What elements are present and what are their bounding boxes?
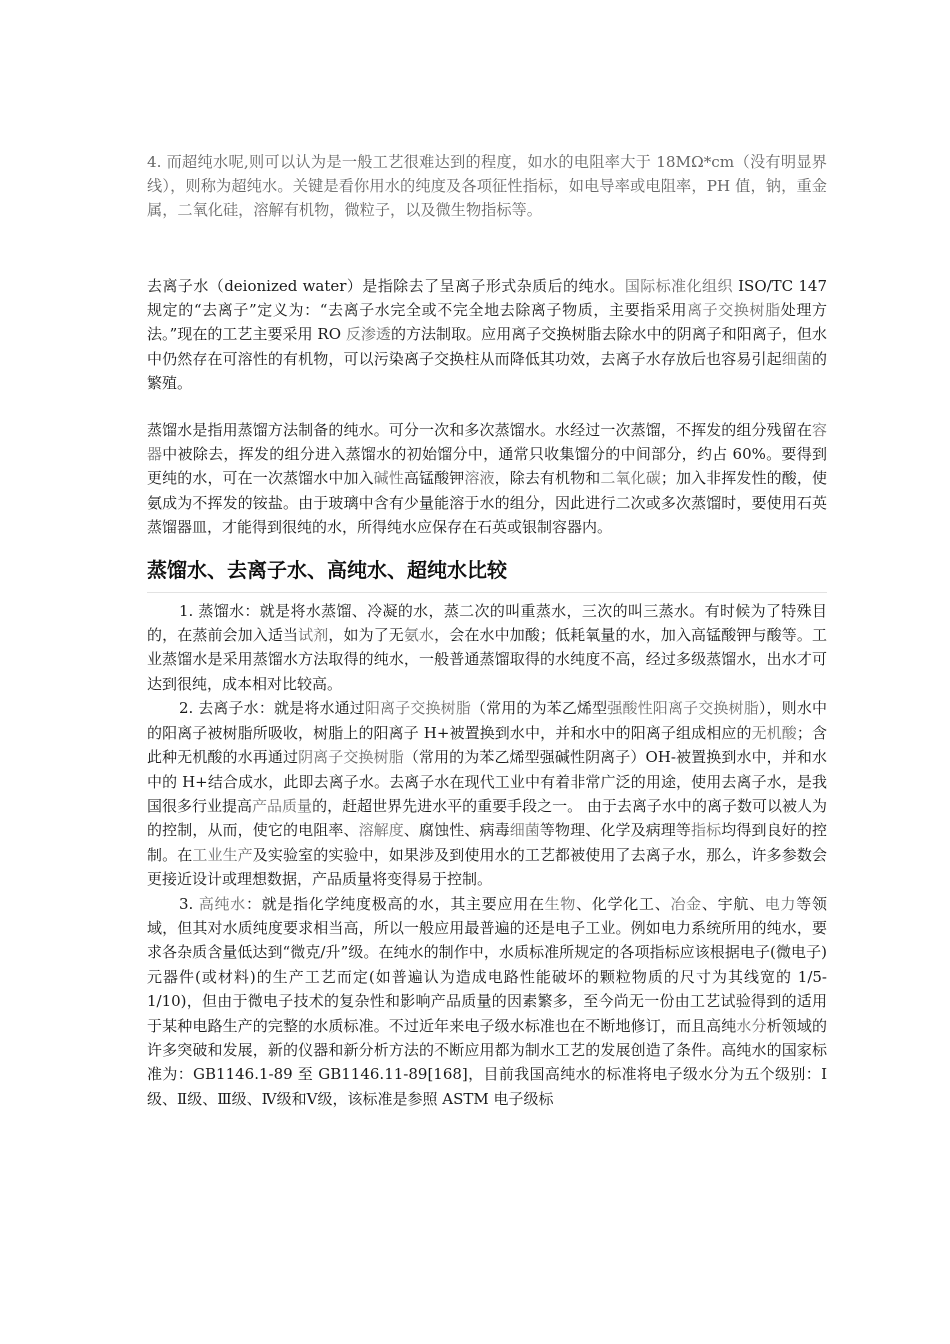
inline-link[interactable]: 细菌 bbox=[781, 349, 812, 368]
inline-link[interactable]: 阴离子交换树脂 bbox=[298, 748, 404, 767]
inline-link[interactable]: 高纯水 bbox=[198, 894, 246, 913]
inline-link[interactable]: 国际标准化组织 bbox=[624, 276, 733, 295]
text-run: 均得到良好的控制。在 bbox=[147, 821, 827, 864]
paragraph-deionized-intro bbox=[147, 274, 827, 396]
document-page bbox=[147, 150, 827, 1111]
inline-link[interactable]: 指标 bbox=[691, 821, 722, 840]
text-run: 4. 而超纯水呢,则可以认为是一般工艺很难达到的程度，如水的电阻率大于 18MΩ*cm（没有明显界线），则称为超纯水。关键是看你用水的纯度及各项征性指标，如电导率或电阻率，PH 值，钠，重金属，二氧化硅，溶解有机物，微粒子，以及微生物指标等。 bbox=[147, 153, 827, 220]
text-run: 的繁殖。 bbox=[147, 349, 827, 393]
text-run: ；含此种无机酸的水再通过 bbox=[147, 723, 827, 767]
inline-link[interactable]: 离子交换树脂 bbox=[687, 301, 781, 320]
inline-link[interactable]: 细菌 bbox=[509, 821, 540, 840]
inline-link[interactable]: 生物 bbox=[544, 894, 577, 913]
inline-link[interactable]: 水分 bbox=[736, 1016, 767, 1035]
text-run: ISO/TC 147 规定的“去离子”定义为：“去离子水完全或不完全地去除离子物质，主要指采用 bbox=[147, 276, 827, 320]
inline-link[interactable]: 容器 bbox=[147, 420, 827, 464]
inline-link[interactable]: 碱性 bbox=[373, 469, 404, 488]
text-run: ），则水中的阳离子被树脂所吸收，树脂上的阳离子 H+被置换到水中，并和水中的阳离子组成相应的 bbox=[147, 699, 827, 742]
inline-link[interactable]: 工业生产 bbox=[192, 845, 253, 864]
inline-link[interactable]: 产品质量 bbox=[252, 796, 313, 815]
inline-link[interactable]: 氨水 bbox=[403, 626, 435, 645]
inline-link[interactable]: 溶液 bbox=[464, 469, 495, 488]
text-run: 、化学化工、 bbox=[576, 894, 671, 913]
text-run: 1. 蒸馏水：就是将水蒸馏、冷凝的水，蒸二次的叫重蒸水，三次的叫三蒸水。有时候为了特殊目的，在蒸前会加入适当 bbox=[147, 601, 827, 645]
text-run: ，会在水中加酸；低耗氧量的水，加入高锰酸钾与酸等。工业蒸馏水是采用蒸馏水方法取得的纯水，一般普通蒸馏取得的水纯度不高，经过多级蒸馏水，出水才可达到很纯，成本相对比较高。 bbox=[147, 626, 827, 693]
text-run: 、腐蚀性、病毒 bbox=[403, 821, 510, 840]
text-run: 处理方法。”现在的工艺主要采用 RO bbox=[147, 301, 827, 344]
list-item-high-purity bbox=[147, 892, 827, 1112]
inline-link[interactable]: 无机酸 bbox=[751, 723, 797, 742]
text-run: 高锰酸钾 bbox=[403, 469, 465, 488]
text-run: 等领域，但其对水质纯度要求相当高，所以一般应用最普遍的还是电子工业。例如电力系统所用的纯水，要求各杂质含量低达到“微克/升”级。在纯水的制作中，水质标准所规定的各项指标应该根据电子(微电子)元器件(或材料)的生产工艺而定(如普遍认为造成电路性能破坏的颗粒物质的尺寸为其线宽的 1/5-1/10)，但由于微电子技术的复杂性和影响产品质量的因素繁多，至今尚无一份由工艺试验得到的适用于某种电路生产的完整的水质标准。不过近年来电子级水标准也在不断地修订，而且高纯 bbox=[147, 894, 827, 1035]
inline-link[interactable]: 二氧化碳 bbox=[600, 469, 661, 488]
text-run: 中被除去，挥发的组分进入蒸馏水的初始馏分中，通常只收集馏分的中间部分，约占 60%。要得到更纯的水，可在一次蒸馏水中加入 bbox=[147, 445, 827, 488]
text-run: 去离子水（deionized water）是指除去了呈离子形式杂质后的纯水。 bbox=[147, 276, 625, 295]
text-run: ，如为了无 bbox=[328, 626, 404, 645]
text-run: ：就是指化学纯度极高的水，其主要应用在 bbox=[245, 894, 545, 913]
text-run: 等物理、化学及病理等 bbox=[539, 821, 692, 840]
text-run: ，除去有机物和 bbox=[494, 469, 601, 488]
inline-link[interactable]: 强酸性阳离子交换树脂 bbox=[607, 699, 759, 718]
inline-link[interactable]: 反渗透 bbox=[345, 325, 391, 344]
text-run: 、宇航、 bbox=[701, 894, 765, 913]
inline-link[interactable]: 电力 bbox=[764, 894, 797, 913]
text-run: 及实验室的实验中，如果涉及到使用水的工艺都被使用了去离子水，那么，许多参数会更接近设计或理想数据，产品质量将变得易于控制。 bbox=[147, 845, 827, 889]
list-item-distilled bbox=[147, 599, 827, 697]
paragraph-distilled-intro bbox=[147, 418, 827, 540]
text-run: ；加入非挥发性的酸，使氨成为不挥发的铵盐。由于玻璃中含有少量能溶于水的组分，因此进行二次或多次蒸馏时，要使用石英蒸馏器皿，才能得到很纯的水，所得纯水应保存在石英或银制容器内。 bbox=[147, 469, 827, 537]
text-run: 2. 去离子水：就是将水通过 bbox=[179, 699, 365, 718]
text-run: 蒸馏水是指用蒸馏方法制备的纯水。可分一次和多次蒸馏水。水经过一次蒸馏，不挥发的组分残留在 bbox=[147, 420, 812, 439]
text-run: （常用的为苯乙烯型强碱性阴离子）OH-被置换到水中，并和水中的 H+结合成水，此即去离子水。去离子水在现代工业中有着非常广泛的用途，使用去离子水，是我国很多行业提高 bbox=[147, 748, 827, 815]
text-run: 3. bbox=[179, 894, 199, 913]
text-run: （常用的为苯乙烯型 bbox=[470, 699, 608, 718]
inline-link[interactable]: 试剂 bbox=[298, 626, 329, 645]
inline-link[interactable]: 阳离子交换树脂 bbox=[364, 699, 471, 718]
text-run: 析领域的许多突破和发展，新的仪器和新分析方法的不断应用都为制水工艺的发展创造了条件。高纯水的国家标准为：GB1146.1-89 至 GB1146.11-89[168]，目前我国高纯水的标准将电子级水分为五个级别：Ⅰ级、Ⅱ级、Ⅲ级、Ⅳ级和Ⅴ级，该标准是参照 ASTM 电子级标 bbox=[147, 1016, 827, 1108]
paragraph-ultrapure-note bbox=[147, 150, 827, 223]
inline-link[interactable]: 溶解度 bbox=[358, 821, 404, 840]
inline-link[interactable]: 冶金 bbox=[670, 894, 702, 913]
text-run: 的方法制取。应用离子交换树脂去除水中的阴离子和阳离子，但水中仍然存在可溶性的有机物，可以污染离子交换柱从而降低其功效，去离子水存放后也容易引起 bbox=[147, 325, 827, 368]
list-item-deionized bbox=[147, 696, 827, 891]
text-run: 的，赶超世界先进水平的重要手段之一。 由于去离子水中的离子数可以被人为的控制，从而，使它的电阻率、 bbox=[147, 796, 827, 840]
section-heading: 蒸馏水、去离子水、高纯水、超纯水比较 bbox=[147, 556, 827, 593]
